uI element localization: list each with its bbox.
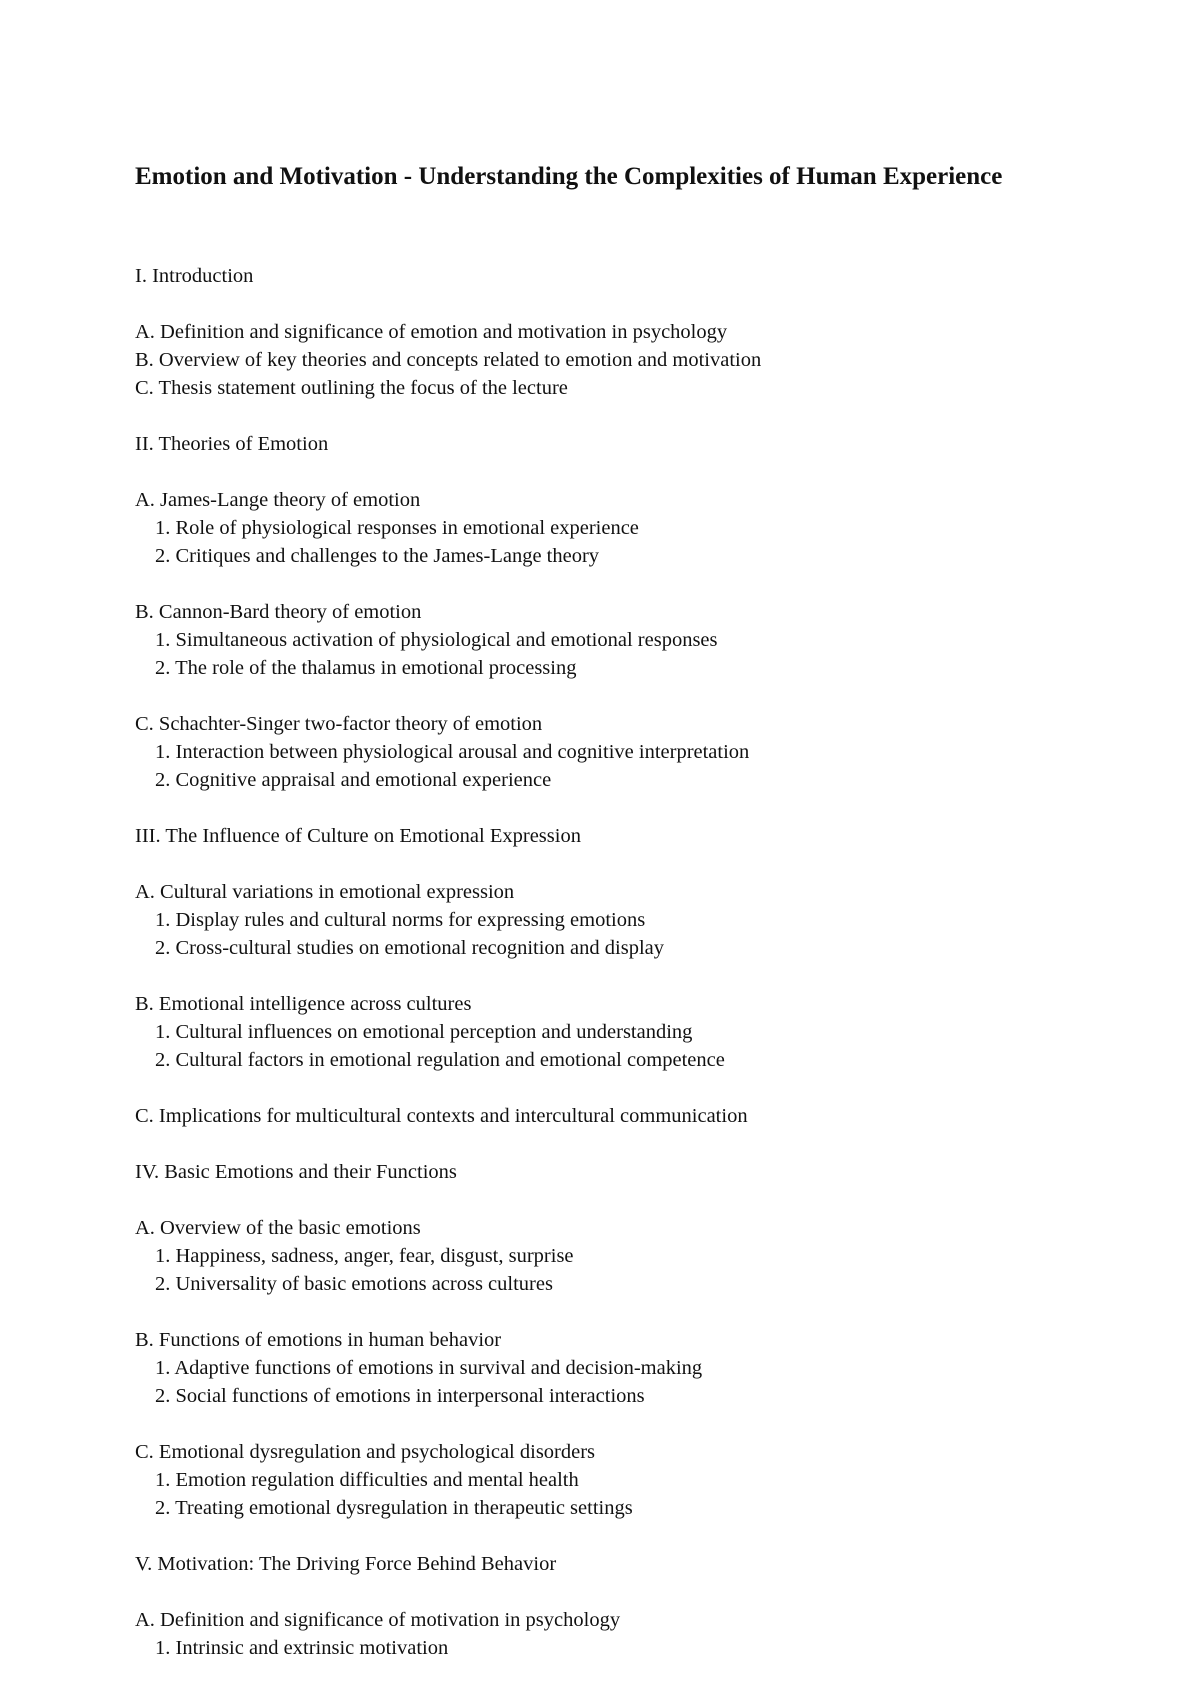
- outline-item: C. Schachter-Singer two-factor theory of emotion: [135, 713, 543, 735]
- outline-item: A. James-Lange theory of emotion: [135, 489, 421, 511]
- blank-line: [135, 1522, 1135, 1550]
- outline-subitem: 2. Cultural factors in emotional regulation and emotional competence: [155, 1049, 725, 1071]
- outline-item: B. Overview of key theories and concepts related to emotion and motivation: [135, 349, 762, 371]
- outline-subitem: 1. Simultaneous activation of physiological and emotional responses: [155, 629, 718, 651]
- outline-item: A. Definition and significance of emotion and motivation in psychology: [135, 321, 728, 343]
- outline-subitem: 2. Treating emotional dysregulation in therapeutic settings: [155, 1497, 633, 1519]
- outline-item: A. Overview of the basic emotions: [135, 1217, 421, 1239]
- outline-subitem: 1. Adaptive functions of emotions in survival and decision-making: [155, 1357, 703, 1379]
- outline-item: A. Cultural variations in emotional expression: [135, 881, 515, 903]
- outline-subitem: 1. Cultural influences on emotional perception and understanding: [155, 1021, 693, 1043]
- blank-line: [135, 1186, 1135, 1214]
- section-heading: V. Motivation: The Driving Force Behind Behavior: [135, 1553, 557, 1575]
- outline-item: B. Functions of emotions in human behavior: [135, 1329, 502, 1351]
- blank-line: [135, 458, 1135, 486]
- outline-subitem: 1. Happiness, sadness, anger, fear, disgust, surprise: [155, 1245, 574, 1267]
- blank-line: [135, 290, 1135, 318]
- outline-item: B. Cannon-Bard theory of emotion: [135, 601, 422, 623]
- outline-item: C. Thesis statement outlining the focus of the lecture: [135, 377, 568, 399]
- blank-line: [135, 1410, 1135, 1438]
- outline-subitem: 1. Intrinsic and extrinsic motivation: [155, 1637, 449, 1659]
- outline-subitem: 2. The role of the thalamus in emotional processing: [155, 657, 577, 679]
- section-heading: I. Introduction: [135, 265, 254, 287]
- outline-subitem: 2. Universality of basic emotions across cultures: [155, 1273, 553, 1295]
- outline-item: B. Emotional intelligence across cultures: [135, 993, 472, 1015]
- outline-item: A. Definition and significance of motivation in psychology: [135, 1609, 621, 1631]
- outline-subitem: 2. Social functions of emotions in interpersonal interactions: [155, 1385, 645, 1407]
- outline-subitem: 1. Emotion regulation difficulties and mental health: [155, 1469, 579, 1491]
- outline-item: C. Emotional dysregulation and psychological disorders: [135, 1441, 596, 1463]
- outline-subitem: 2. Cognitive appraisal and emotional experience: [155, 769, 552, 791]
- blank-line: [135, 1130, 1135, 1158]
- outline-subitem: 2. Critiques and challenges to the James-Lange theory: [155, 545, 600, 567]
- blank-line: [135, 402, 1135, 430]
- blank-line: [135, 794, 1135, 822]
- blank-line: [135, 850, 1135, 878]
- document-title: Emotion and Motivation - Understanding the Complexities of Human Experience: [135, 163, 1003, 190]
- section-heading: II. Theories of Emotion: [135, 433, 329, 455]
- blank-line: [135, 1298, 1135, 1326]
- outline-subitem: 2. Cross-cultural studies on emotional recognition and display: [155, 937, 664, 959]
- blank-line: [135, 1074, 1135, 1102]
- outline-subitem: 1. Interaction between physiological arousal and cognitive interpretation: [155, 741, 750, 763]
- outline-item: C. Implications for multicultural contexts and intercultural communication: [135, 1105, 748, 1127]
- blank-line: [135, 962, 1135, 990]
- outline-subitem: 1. Role of physiological responses in emotional experience: [155, 517, 639, 539]
- section-heading: IV. Basic Emotions and their Functions: [135, 1161, 457, 1183]
- outline-subitem: 1. Display rules and cultural norms for expressing emotions: [155, 909, 646, 931]
- blank-line: [135, 1578, 1135, 1606]
- blank-line: [135, 570, 1135, 598]
- blank-line: [135, 682, 1135, 710]
- document-outline: [135, 262, 1135, 1662]
- section-heading: III. The Influence of Culture on Emotional Expression: [135, 825, 581, 847]
